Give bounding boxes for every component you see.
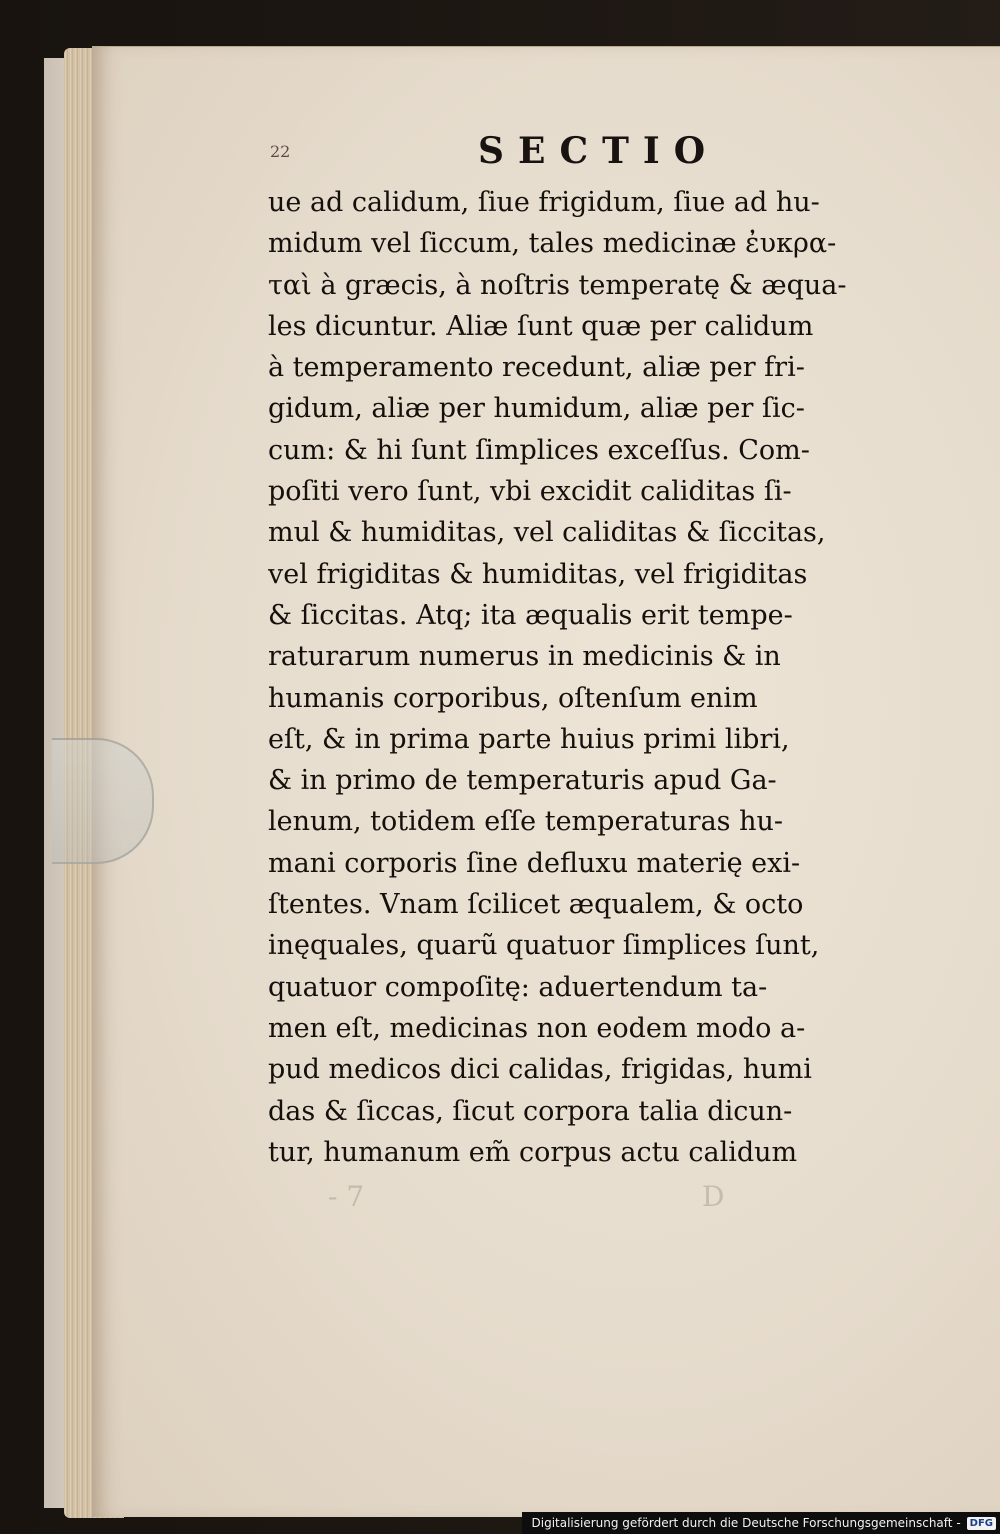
running-title: SECTIO bbox=[478, 130, 720, 172]
body-text bbox=[268, 182, 908, 1173]
credit-text: Digitalisierung gefördert durch die Deutsche Forschungsgemeinschaft - bbox=[531, 1516, 961, 1530]
text-line: lenum, totidem eſſe temperaturas hu- bbox=[268, 806, 784, 838]
text-line: gidum, aliæ per humidum, aliæ per ſic- bbox=[268, 393, 805, 425]
text-line: & ſiccitas. Atq; ita æqualis erit tempe- bbox=[268, 599, 793, 631]
dfg-logo: DFG bbox=[967, 1517, 996, 1530]
text-line: poſiti vero ſunt, vbi excidit caliditas ſi- bbox=[268, 476, 792, 508]
folio-number: 22 bbox=[270, 142, 291, 161]
text-line: men eſt, medicinas non eodem modo a- bbox=[268, 1012, 806, 1044]
text-line: pud medicos dici calidas, frigidas, humi bbox=[268, 1054, 812, 1086]
text-line: das & ſiccas, ſicut corpora talia dicun- bbox=[268, 1095, 793, 1127]
digitization-credit bbox=[522, 1512, 1000, 1534]
text-line: eſt, & in prima parte huius primi libri, bbox=[268, 723, 790, 755]
page-header bbox=[270, 130, 910, 176]
text-line: vel frigiditas & humiditas, vel frigiditas bbox=[268, 558, 808, 590]
text-line: inęquales, quarũ quatuor ſimplices ſunt, bbox=[268, 930, 820, 962]
text-line: à temperamento recedunt, aliæ per fri- bbox=[268, 352, 805, 384]
text-line: tur, humanum em̃ corpus actu calidum bbox=[268, 1136, 798, 1168]
text-line: humanis corporibus, oſtenſum enim bbox=[268, 682, 758, 714]
text-line: ſtentes. Vnam ſcilicet æqualem, & octo bbox=[268, 889, 804, 921]
text-line: & in primo de temperaturis apud Ga- bbox=[268, 765, 777, 797]
text-line: cum: & hi ſunt ſimplices exceſſus. Com- bbox=[268, 434, 810, 466]
show-through-marks bbox=[318, 1180, 878, 1220]
signature-mark-left: ‐ 7 bbox=[328, 1180, 365, 1213]
text-line: ταὶ à græcis, à noſtris temperatę & æqua- bbox=[268, 269, 847, 301]
text-line: quatuor compoſitę: aduertendum ta- bbox=[268, 971, 768, 1003]
text-line: mani corporis ſine defluxu materię exi- bbox=[268, 847, 801, 879]
text-line: ue ad calidum, ſiue frigidum, ſiue ad hu- bbox=[268, 187, 820, 218]
text-line: raturarum numerus in medicinis & in bbox=[268, 641, 781, 673]
text-line: mul & humiditas, vel caliditas & ſiccitas, bbox=[268, 517, 826, 549]
text-line: les dicuntur. Aliæ ſunt quæ per calidum bbox=[268, 310, 814, 342]
page-clip bbox=[52, 738, 154, 864]
signature-mark-right: D bbox=[702, 1180, 725, 1213]
text-line: midum vel ſiccum, tales medicinæ ἐυκρα- bbox=[268, 228, 837, 260]
